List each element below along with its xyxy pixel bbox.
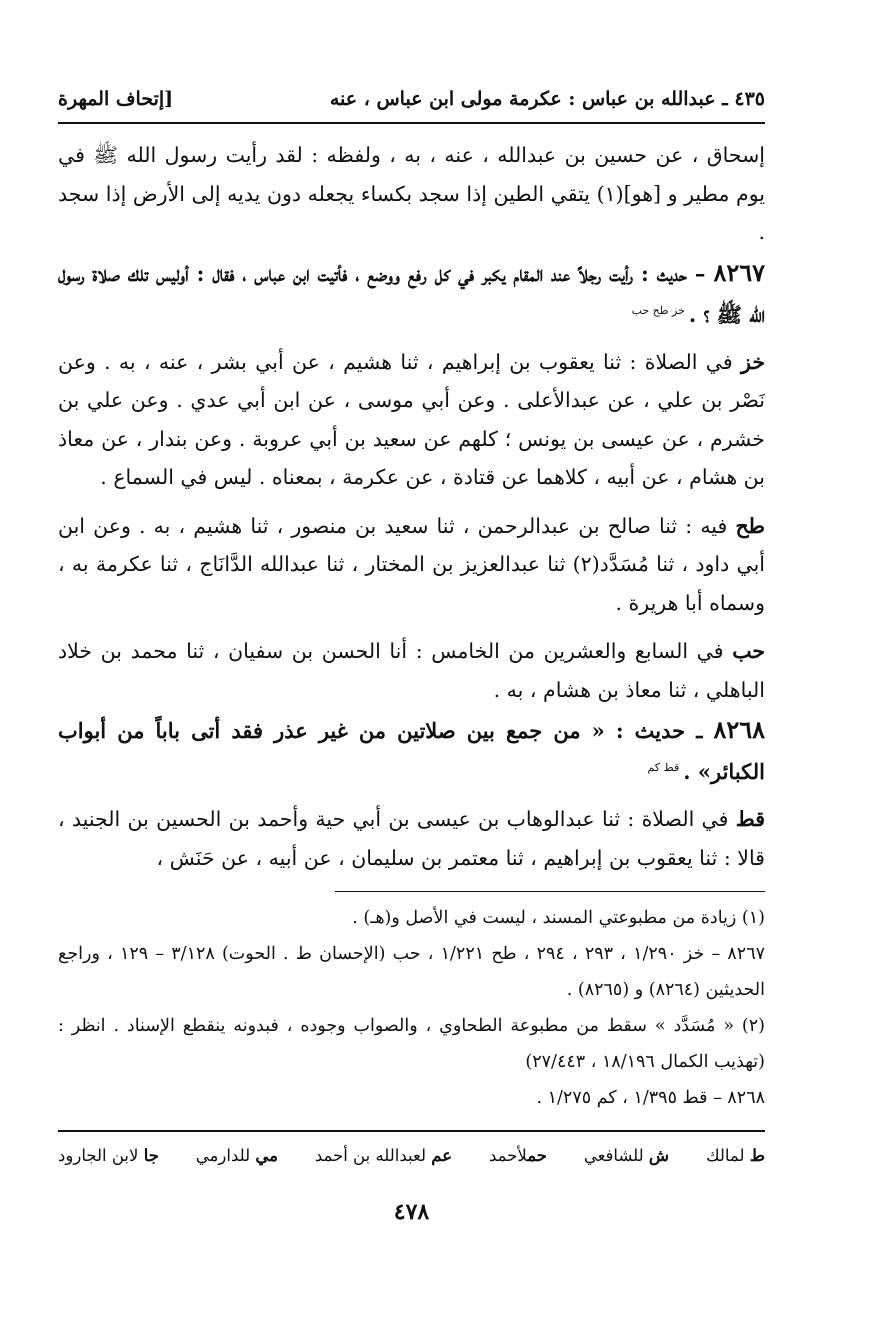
chain-qt (58, 800, 765, 877)
source-symbol: قط (735, 807, 765, 831)
chain-text: في الصلاة : ثنا يعقوب بن إبراهيم ، ثنا هشيم ، عن أبي بشر ، عنه ، به . وعن نَصْر بن علي ، عن عبدالأعلى . وعن أبي موسى ، عن ابن أبي عدي . وعن علي بن خشرم ، عن عيسى بن يونس ؛ كلهم عن سعيد بن أبي عروبة . وعن بندار ، عن معاذ بن هشام ، عن أبيه ، كلاهما عن قتادة ، عن عكرمة ، بمعناه . ليس في السماع . (58, 349, 765, 489)
legend-item: ش للشافعي (583, 1146, 670, 1165)
intro-paragraph: إسحاق ، عن حسين بن عبدالله ، عنه ، به ، ولفظه : لقد رأيت رسول الله ﷺ في يوم مطير و [هو](١) يتقي الطين إذا سجد بكساء يجعله دون يديه إلى الأرض إذا سجد . (58, 143, 765, 244)
chain-text: في السابع والعشرين من الخامس : أنا الحسن بن سفيان ، ثنا محمد بن خلاد الباهلي ، ثنا معاذ بن هشام ، به . (58, 639, 765, 702)
book-title: [إتحاف المهرة (58, 88, 174, 110)
legend-item: ط لمالك (705, 1146, 765, 1165)
chain-text: فيه : ثنا صالح بن عبدالرحمن ، ثنا سعيد بن منصور ، ثنا هشيم ، به . وعن ابن أبي داود ، ثنا مُسَدَّد(٢) ثنا عبدالعزيز بن المختار ، ثنا عبدالله الدَّانَاج ، ثنا عكرمة به ، وسماه أبا هريرة . (58, 513, 765, 615)
source-symbols: خز طح حب (631, 303, 685, 317)
hadith-text: ـ حديث : « من جمع بين صلاتين من غير عذر فقد أتى باباً من أبواب الكبائر» . (58, 718, 765, 784)
page-number: ٤٧٨ (393, 1199, 430, 1225)
legend-item: عم لعبدالله بن أحمد (314, 1146, 453, 1165)
main-text (58, 136, 765, 877)
legend-item: حملأحمد (488, 1146, 547, 1165)
chapter-title: ٤٣٥ ـ عبدالله بن عباس : عكرمة مولى ابن عباس ، عنه (329, 88, 765, 110)
header-rule (58, 122, 765, 124)
chain-khz (58, 343, 765, 497)
chain-th (58, 507, 765, 623)
source-symbol: طح (735, 513, 765, 538)
footnote-rule (335, 891, 765, 892)
legend-item: مي للدارمي (195, 1146, 278, 1165)
footnote: (١) زيادة من مطبوعتي المسند ، ليست في الأصل و(هـ) . (352, 908, 765, 928)
legend-item: جا لابن الجارود (58, 1146, 159, 1165)
footnote: (٢) « مُسَدَّد » سقط من مطبوعة الطحاوي ، والصواب وجوده ، فبدونه ينقطع الإسناد . انظر : (تهذيب الكمال ١٨/١٩٦ ، ٢٧/٤٤٣) (58, 1016, 765, 1072)
hadith-number: ٨٢٦٧ (713, 257, 765, 287)
footnotes (58, 900, 765, 1116)
source-symbol: خز (741, 349, 765, 374)
hadith-8267 (58, 254, 765, 333)
footnote: ٨٢٦٨ – قط ١/٣٩٥ ، كم ١/٢٧٥ . (536, 1088, 765, 1108)
hadith-number: ٨٢٦٨ (713, 715, 765, 744)
source-symbol: حب (732, 639, 765, 663)
source-symbols: قط كم (647, 761, 680, 774)
footnote: ٨٢٦٧ – خز ١/٢٩٠ ، ٢٩٣ ، ٢٩٤ ، طح ١/٢٢١ ، حب (الإحسان ط . الحوت) ٣/١٢٨ – ١٢٩ ، وراجع الحديثين (٨٢٦٤) و (٨٢٦٥) . (58, 944, 766, 1000)
legend-rule (58, 1130, 765, 1132)
hadith-8268 (58, 711, 765, 790)
symbol-legend (58, 1146, 765, 1165)
chain-text: في الصلاة : ثنا عبدالوهاب بن عيسى بن أبي حية وأحمد بن الحسين بن الجنيد ، قالا : ثنا يعقوب بن إبراهيم ، ثنا معتمر بن سليمان ، عن أبيه ، عن حَنَش ، (58, 807, 765, 870)
hadith-text: – حديث : رأيت رجلاً عند المقام يكبر في كل رفع ووضع ، فأتيت ابن عباس ، فقال : أوليس تلك صلاة رسول الله ﷺ ؟ . (58, 260, 765, 327)
running-header (58, 82, 765, 122)
book-page (58, 82, 765, 1225)
chain-hb (58, 632, 765, 709)
